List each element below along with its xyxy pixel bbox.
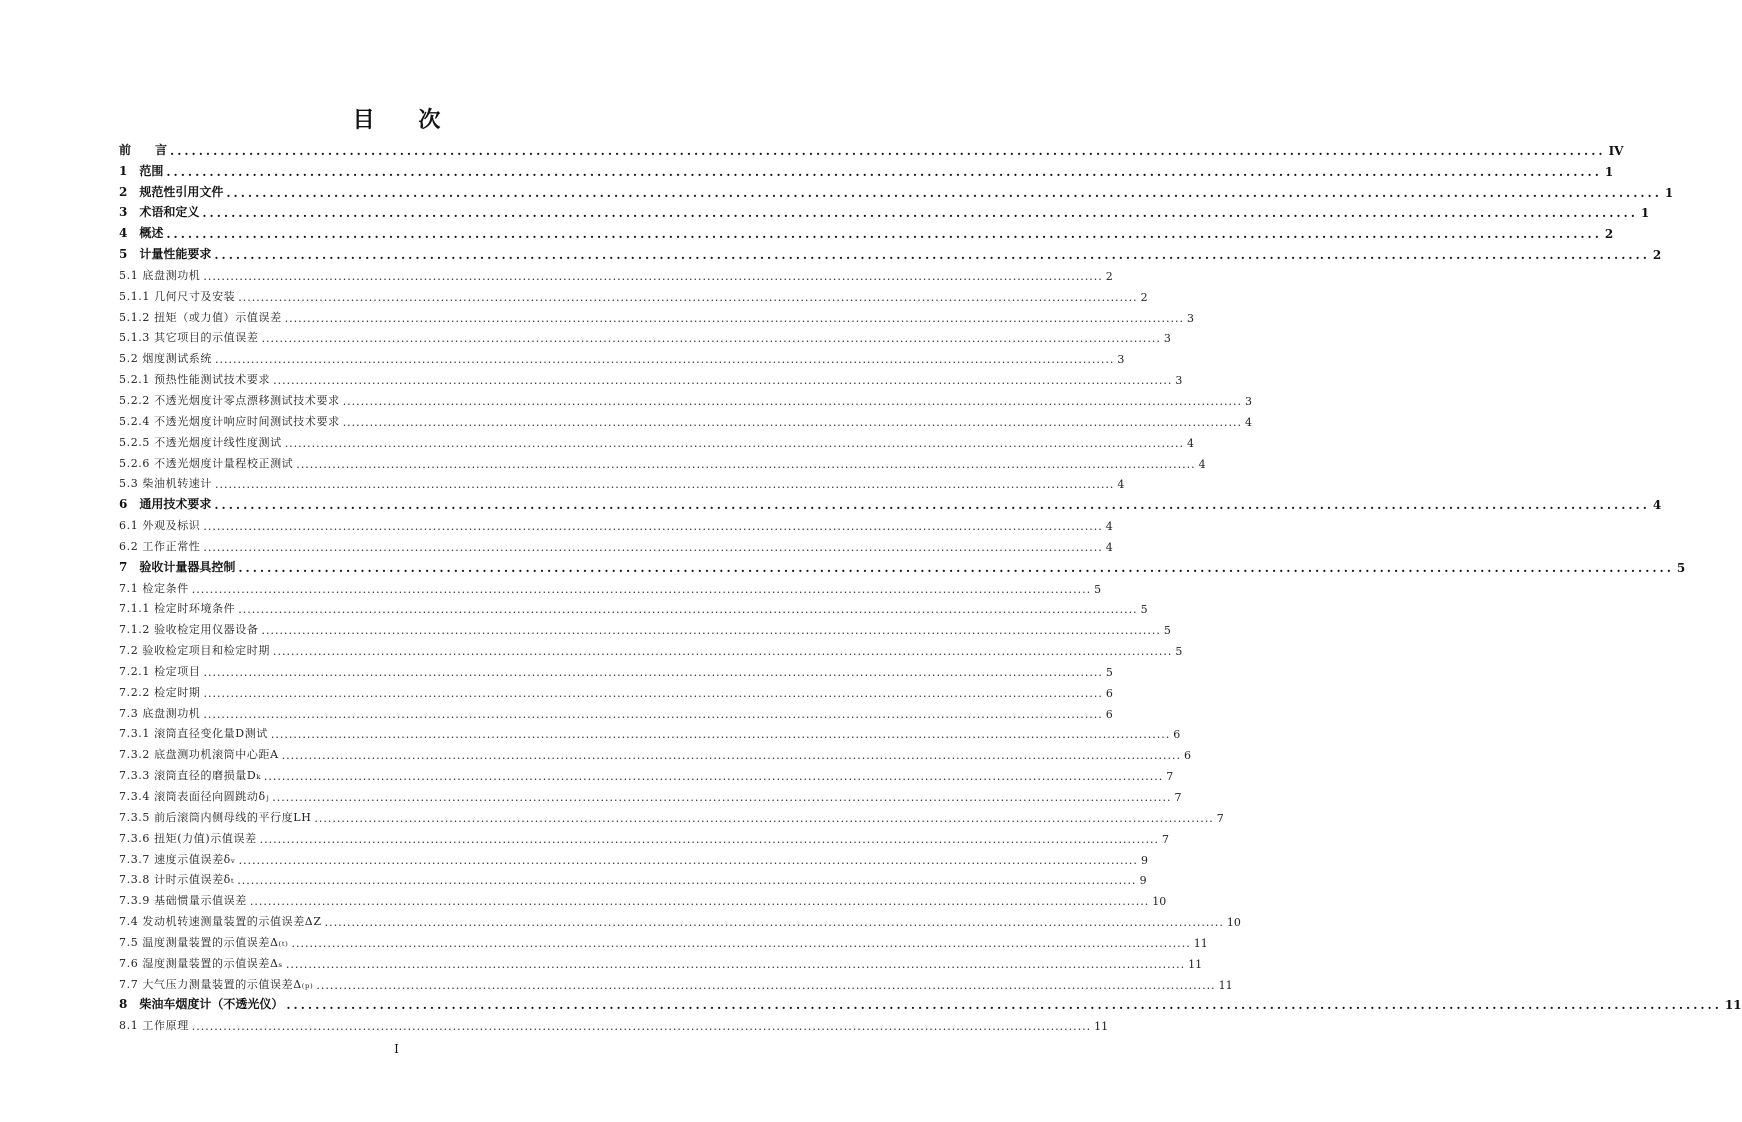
toc-entry[interactable] bbox=[119, 658, 1113, 679]
toc-entry-page: 1 bbox=[1640, 206, 1650, 221]
toc-leader-dots: ........................................................................................................................................................................................................ bbox=[203, 269, 1103, 283]
toc-entry-label: 7.3.2 底盘测功机滚筒中心距A bbox=[119, 748, 279, 762]
page-number: I bbox=[394, 1042, 399, 1056]
toc-entry-label: 7.3.3 滚筒直径的磨损量Dₖ bbox=[119, 769, 261, 783]
toc-entry[interactable] bbox=[119, 992, 1742, 1013]
toc-entry-label: 7.3.7 速度示值误差δᵥ bbox=[119, 852, 236, 866]
toc-entry-page: 7 bbox=[1216, 811, 1224, 825]
toc-entry-page: 4 bbox=[1117, 478, 1125, 492]
toc-entry-label: 7 验收计量器具控制 bbox=[119, 559, 236, 574]
toc-entry[interactable] bbox=[119, 325, 1171, 346]
toc-leader-dots: ........................................................................................................................................................................................................ bbox=[238, 603, 1138, 617]
toc-leader-dots: ........................................................................................................................................................................................................ bbox=[214, 248, 1650, 263]
toc-leader-dots: ........................................................................................................................................................................................................ bbox=[291, 936, 1191, 950]
toc-leader-dots: ........................................................................................................................................................................................................ bbox=[316, 978, 1216, 992]
toc-leader-dots: ........................................................................................................................................................................................................ bbox=[203, 686, 1103, 700]
toc-entry-label: 6 通用技术要求 bbox=[119, 497, 212, 512]
toc-entry[interactable] bbox=[119, 804, 1224, 825]
toc-entry[interactable] bbox=[119, 1012, 1109, 1034]
toc-leader-dots: ........................................................................................................................................................................................................ bbox=[285, 957, 1186, 971]
toc-entry[interactable] bbox=[119, 304, 1195, 325]
toc-entry[interactable] bbox=[119, 179, 1674, 200]
toc-entry[interactable] bbox=[119, 575, 1102, 596]
toc-entry-page: 3 bbox=[1245, 394, 1253, 408]
toc-entry-page: 1 bbox=[1604, 164, 1614, 179]
toc-entry-label: 7.3 底盘测功机 bbox=[119, 706, 201, 720]
toc-entry-label: 5.2.1 预热性能测试技术要求 bbox=[119, 373, 271, 387]
toc-entry[interactable] bbox=[119, 220, 1614, 242]
toc-leader-dots: ........................................................................................................................................................................................................ bbox=[284, 311, 1185, 325]
toc-entry[interactable] bbox=[119, 783, 1182, 804]
toc-leader-dots: ........................................................................................................................................................................................................ bbox=[314, 811, 1214, 825]
toc-entry-label: 7.4 发动机转速测量装置的示值误差ΔZ bbox=[119, 915, 322, 929]
toc-entry-label: 5.2.4 不透光烟度计响应时间测试技术要求 bbox=[119, 414, 340, 428]
toc-leader-dots: ........................................................................................................................................................................................................ bbox=[272, 791, 1172, 804]
toc-entry-label: 5.2 烟度测试系统 bbox=[119, 352, 212, 366]
toc-entry-label: 6.1 外观及标识 bbox=[119, 519, 201, 533]
toc-entry[interactable] bbox=[119, 471, 1125, 492]
toc-leader-dots: ........................................................................................................................................................................................................ bbox=[261, 332, 1161, 346]
toc-entry-label: 3 术语和定义 bbox=[119, 205, 200, 220]
toc-entry[interactable] bbox=[119, 283, 1148, 304]
toc-leader-dots: ........................................................................................................................................................................................................ bbox=[170, 143, 1606, 158]
toc-leader-dots: ........................................................................................................................................................................................................ bbox=[270, 728, 1171, 742]
toc-entry[interactable] bbox=[119, 867, 1147, 888]
table-of-contents bbox=[119, 137, 1742, 1034]
toc-entry[interactable] bbox=[119, 158, 1614, 179]
toc-title: 目 次 bbox=[352, 107, 459, 133]
toc-entry-page: 2 bbox=[1652, 248, 1662, 263]
toc-entry-label: 8 柴油车烟度计（不透光仪） bbox=[119, 997, 284, 1012]
toc-entry[interactable] bbox=[119, 679, 1113, 700]
toc-entry-page: 4 bbox=[1245, 415, 1253, 429]
toc-leader-dots: ........................................................................................................................................................................................................ bbox=[203, 540, 1103, 554]
toc-entry[interactable] bbox=[119, 637, 1183, 659]
toc-entry[interactable] bbox=[119, 241, 1662, 263]
toc-entry-label: 前 言 bbox=[119, 142, 168, 157]
toc-entry-label: 7.3.4 滚筒表面径向圆跳动δⱼ bbox=[119, 790, 270, 803]
toc-entry-page: 5 bbox=[1163, 624, 1171, 638]
toc-leader-dots: ........................................................................................................................................................................................................ bbox=[238, 853, 1138, 867]
toc-entry-page: 4 bbox=[1652, 498, 1662, 513]
toc-entry-label: 7.1.2 验收检定用仪器设备 bbox=[119, 623, 259, 637]
toc-entry-page: 7 bbox=[1162, 832, 1169, 846]
toc-leader-dots: ........................................................................................................................................................................................................ bbox=[342, 394, 1243, 408]
toc-entry-page: 4 bbox=[1105, 520, 1113, 534]
toc-entry-page: 5 bbox=[1676, 560, 1686, 575]
toc-entry[interactable] bbox=[119, 450, 1206, 471]
toc-entry[interactable] bbox=[119, 721, 1181, 742]
toc-entry-page: 11 bbox=[1724, 998, 1742, 1013]
toc-leader-dots: ........................................................................................................................................................................................................ bbox=[237, 874, 1137, 888]
toc-entry[interactable] bbox=[119, 700, 1113, 721]
toc-entry-label: 7.2.1 检定项目 bbox=[119, 664, 201, 678]
toc-entry[interactable] bbox=[119, 887, 1167, 909]
toc-entry-page: 4 bbox=[1198, 457, 1206, 471]
toc-entry[interactable] bbox=[119, 262, 1113, 283]
toc-entry-page: 2 bbox=[1604, 227, 1614, 242]
toc-entry-label: 7.3.9 基础惯量示值误差 bbox=[119, 894, 247, 908]
toc-entry-page: 4 bbox=[1105, 540, 1113, 554]
toc-leader-dots: ........................................................................................................................................................................................................ bbox=[203, 665, 1103, 679]
toc-entry-label: 7.3.6 扭矩(力值)示值误差 bbox=[119, 831, 257, 845]
toc-leader-dots: ........................................................................................................................................................................................................ bbox=[273, 645, 1173, 659]
toc-entry-page: 10 bbox=[1226, 916, 1241, 930]
toc-entry-page: 11 bbox=[1218, 978, 1233, 992]
toc-entry-label: 4 概述 bbox=[119, 226, 164, 241]
toc-entry[interactable] bbox=[119, 429, 1195, 450]
toc-leader-dots: ........................................................................................................................................................................................................ bbox=[191, 1020, 1092, 1034]
toc-leader-dots: ........................................................................................................................................................................................................ bbox=[261, 624, 1161, 638]
toc-entry[interactable] bbox=[119, 533, 1113, 554]
toc-entry[interactable] bbox=[119, 512, 1113, 534]
toc-entry-page: 3 bbox=[1117, 353, 1125, 367]
toc-entry-page: 1 bbox=[1664, 185, 1674, 200]
toc-entry[interactable] bbox=[119, 762, 1174, 784]
toc-leader-dots: ........................................................................................................................................................................................................ bbox=[284, 436, 1185, 450]
toc-entry[interactable] bbox=[119, 596, 1148, 617]
toc-leader-dots: ........................................................................................................................................................................................................ bbox=[342, 415, 1243, 429]
toc-entry[interactable] bbox=[119, 200, 1650, 221]
toc-entry-page: 2 bbox=[1140, 290, 1148, 304]
toc-entry-label: 5.2.6 不透光烟度计量程校正测试 bbox=[119, 456, 294, 470]
toc-entry[interactable] bbox=[119, 554, 1686, 575]
toc-entry-page: 6 bbox=[1183, 749, 1191, 763]
toc-entry[interactable] bbox=[119, 825, 1169, 846]
toc-entry-page: 9 bbox=[1140, 853, 1148, 867]
toc-leader-dots: ........................................................................................................................................................................................................ bbox=[215, 478, 1115, 492]
toc-entry-page: 3 bbox=[1163, 332, 1171, 346]
toc-entry-label: 5.1.2 扭矩（或力值）示值误差 bbox=[119, 310, 282, 324]
toc-entry-label: 5 计量性能要求 bbox=[119, 247, 212, 262]
toc-entry-page: 6 bbox=[1105, 686, 1113, 700]
toc-entry-label: 5.1.3 其它项目的示值误差 bbox=[119, 331, 259, 345]
toc-entry-label: 2 规范性引用文件 bbox=[119, 184, 224, 199]
toc-entry-page: 11 bbox=[1193, 936, 1208, 950]
toc-entry[interactable] bbox=[119, 491, 1662, 513]
toc-entry[interactable] bbox=[119, 741, 1191, 763]
toc-leader-dots: ........................................................................................................................................................................................................ bbox=[273, 374, 1173, 388]
toc-entry-label: 7.6 湿度测量装置的示值误差Δₛ bbox=[119, 956, 283, 970]
toc-entry-page: 5 bbox=[1140, 603, 1148, 617]
toc-entry-label: 7.3.5 前后滚筒内侧母线的平行度LH bbox=[119, 810, 312, 824]
toc-leader-dots: ........................................................................................................................................................................................................ bbox=[324, 916, 1224, 930]
toc-entry-label: 7.2 验收检定项目和检定时期 bbox=[119, 644, 270, 658]
toc-entry-label: 5.2.5 不透光烟度计线性度测试 bbox=[119, 435, 282, 449]
toc-leader-dots: ........................................................................................................................................................................................................ bbox=[238, 290, 1138, 304]
toc-entry-page: 4 bbox=[1187, 436, 1195, 450]
toc-leader-dots: ........................................................................................................................................................................................................ bbox=[263, 770, 1164, 784]
toc-entry-label: 7.3.1 滚筒直径变化量D测试 bbox=[119, 727, 268, 741]
toc-entry-page: IV bbox=[1608, 143, 1624, 158]
toc-entry-page: 11 bbox=[1188, 957, 1203, 971]
toc-leader-dots: ........................................................................................................................................................................................................ bbox=[203, 520, 1103, 534]
toc-entry[interactable] bbox=[119, 408, 1253, 429]
toc-entry-page: 6 bbox=[1173, 728, 1181, 742]
toc-leader-dots: ........................................................................................................................................................................................................ bbox=[214, 498, 1650, 513]
toc-entry[interactable] bbox=[119, 908, 1241, 930]
toc-entry-label: 7.7 大气压力测量装置的示值误差Δ₍ₚ₎ bbox=[119, 977, 314, 991]
toc-leader-dots: ........................................................................................................................................................................................................ bbox=[203, 707, 1103, 721]
toc-entry-page: 9 bbox=[1139, 874, 1147, 888]
toc-entry-page: 7 bbox=[1166, 770, 1174, 784]
toc-entry-page: 3 bbox=[1175, 374, 1183, 388]
toc-entry-label: 5.2.2 不透光烟度计零点漂移测试技术要求 bbox=[119, 393, 340, 407]
toc-entry-page: 7 bbox=[1174, 791, 1182, 804]
toc-entry-page: 2 bbox=[1105, 269, 1113, 283]
toc-leader-dots: ........................................................................................................................................................................................................ bbox=[296, 457, 1196, 471]
toc-leader-dots: ........................................................................................................................................................................................................ bbox=[238, 560, 1674, 575]
toc-entry-page: 5 bbox=[1105, 665, 1113, 679]
toc-entry[interactable] bbox=[119, 137, 1624, 158]
toc-entry-page: 10 bbox=[1152, 895, 1167, 909]
toc-entry-label: 6.2 工作正常性 bbox=[119, 539, 201, 553]
toc-entry-label: 7.5 温度测量装置的示值误差Δ₍ₜ₎ bbox=[119, 935, 289, 949]
toc-leader-dots: ........................................................................................................................................................................................................ bbox=[215, 353, 1115, 367]
toc-entry-page: 11 bbox=[1094, 1020, 1109, 1034]
toc-entry[interactable] bbox=[119, 616, 1171, 638]
toc-leader-dots: ........................................................................................................................................................................................................ bbox=[281, 749, 1181, 763]
toc-entry[interactable] bbox=[119, 366, 1183, 388]
toc-entry[interactable] bbox=[119, 846, 1148, 867]
toc-entry-label: 7.2.2 检定时期 bbox=[119, 685, 201, 699]
toc-leader-dots: ........................................................................................................................................................................................................ bbox=[249, 895, 1150, 909]
toc-entry[interactable] bbox=[119, 929, 1208, 950]
toc-entry-label: 5.3 柴油机转速计 bbox=[119, 477, 212, 491]
toc-leader-dots: ........................................................................................................................................................................................................ bbox=[166, 227, 1602, 242]
toc-leader-dots: ........................................................................................................................................................................................................ bbox=[191, 582, 1092, 596]
toc-leader-dots: ........................................................................................................................................................................................................ bbox=[286, 998, 1722, 1013]
toc-leader-dots: ........................................................................................................................................................................................................ bbox=[202, 206, 1638, 221]
toc-entry-label: 1 范围 bbox=[119, 163, 164, 178]
toc-entry-page: 5 bbox=[1094, 582, 1102, 596]
toc-entry-label: 7.3.8 计时示值误差δₜ bbox=[119, 873, 235, 887]
toc-leader-dots: ........................................................................................................................................................................................................ bbox=[259, 832, 1159, 846]
toc-entry-page: 3 bbox=[1187, 311, 1195, 325]
toc-leader-dots: ........................................................................................................................................................................................................ bbox=[226, 185, 1662, 200]
toc-entry-label: 7.1.1 检定时环境条件 bbox=[119, 602, 236, 616]
toc-entry-page: 5 bbox=[1175, 645, 1183, 659]
toc-entry-label: 5.1 底盘测功机 bbox=[119, 268, 201, 282]
toc-entry[interactable] bbox=[119, 971, 1233, 992]
toc-entry-label: 8.1 工作原理 bbox=[119, 1019, 189, 1033]
toc-entry[interactable] bbox=[119, 345, 1125, 367]
toc-leader-dots: ........................................................................................................................................................................................................ bbox=[166, 164, 1602, 179]
toc-entry-label: 7.1 检定条件 bbox=[119, 581, 189, 595]
toc-entry-label: 5.1.1 几何尺寸及安装 bbox=[119, 289, 236, 303]
toc-entry-page: 6 bbox=[1105, 707, 1113, 721]
toc-entry[interactable] bbox=[119, 950, 1203, 971]
toc-entry[interactable] bbox=[119, 387, 1253, 408]
